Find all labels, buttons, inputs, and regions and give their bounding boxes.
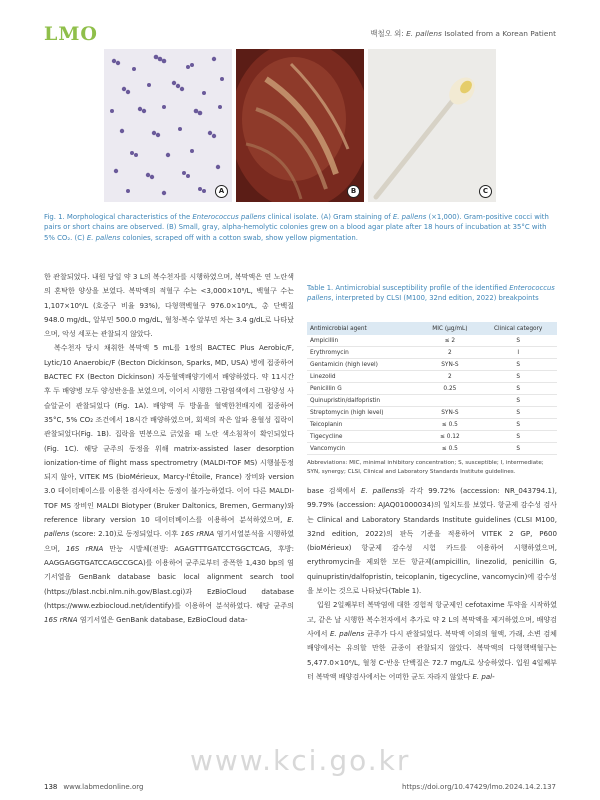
table-cell: Vancomycin xyxy=(307,443,420,455)
column-header: MIC (μg/mL) xyxy=(420,322,479,335)
table-row xyxy=(307,335,557,347)
table-cell: Erythromycin xyxy=(307,347,420,359)
table-cell: Teicoplanin xyxy=(307,419,420,431)
table-cell: S xyxy=(479,335,557,347)
table-cell xyxy=(420,395,479,407)
table-row xyxy=(307,359,557,371)
table-cell: Streptomycin (high level) xyxy=(307,407,420,419)
journal-logo: LMO xyxy=(44,23,98,45)
table-cell: I xyxy=(479,347,557,359)
right-column-text xyxy=(307,484,557,684)
table-row xyxy=(307,383,557,395)
table-row xyxy=(307,407,557,419)
cotton-swab-image xyxy=(368,49,496,202)
paragraph: 한 관찰되었다. 내원 당일 약 3 L의 복수천자를 시행하였으며, 복막액은 연 노란색의 혼탁한 양상을 보였다. 복막액의 적혈구 수는 <3,000×10⁶/L, 백혈구 수는 1,107×10⁶/L (호중구 비율 93%), 다형핵백혈구 976.0×10⁶/L, 총 단백질 948.0 mg/dL, 알부민 500.0 mg/dL, 혈청-복수 알부민 차는 3.4 g/dL로 나타났으며, 악성 세포는 관찰되지 않았다. xyxy=(44,272,294,339)
column-header: Antimicrobial agent xyxy=(307,322,420,335)
table-cell: S xyxy=(479,371,557,383)
panel-label-c: C xyxy=(479,185,492,198)
table-cell: Tigecycline xyxy=(307,431,420,443)
left-column-text xyxy=(44,270,294,627)
table-cell: ≤ 0.5 xyxy=(420,419,479,431)
table-cell: S xyxy=(479,395,557,407)
table-cell: S xyxy=(479,431,557,443)
table-row xyxy=(307,419,557,431)
table-cell: Gentamicin (high level) xyxy=(307,359,420,371)
watermark: www.kci.go.kr xyxy=(190,744,411,777)
journal-site-link[interactable]: www.labmedonline.org xyxy=(63,783,144,791)
paragraph: base 검색에서 E. pallens와 각각 99.72% (accession: NR_043794.1), 99.79% (accession: AJAQ01000034)의 일치도를 보였다. 항균제 감수성 검사는 Clinical and Laboratory Standards Institute guidelines (CLSI M100, 32nd edition, 2022)의 판독 기준을 적용하여 VITEK 2 GP, P600 (bioMérieux) 항균제 감수성 시험 카드를 이용하여 시행하였으며, erythromycin을 제외한 모든 항균제(ampicillin, linezolid, penicillin G, quinupristin/dalfopristin, teicoplanin, tigecycline, vancomycin)에 감수성을 보이는 것으로 나타났다(Table 1). xyxy=(307,486,557,596)
paragraph: 복수천자 당시 채취한 복막액 5 mL를 1쌍의 BACTEC Plus Aerobic/F, Lytic/10 Anaerobic/F (Becton Dickinson, Sparks, MD, USA) 병에 접종하여 BACTEC FX (Becton Dickinson) 자동혈액배양기에서 배양하였다. 약 11시간 후 두 배양병 모두 양성반응을 보였으며, 이어서 시행한 그람염색에서 그람양성 사슬알균이 관찰되었다 (Fig. 1A). 배양액 두 방울을 혈액한천배지에 접종하여 35°C, 5% CO₂ 조건에서 18시간 배양하였으며, 회색의 작은 알파 용혈성 집락이 관찰되었다(Fig. 1B). 집락을 면봉으로 긁었을 때 노란 색소침착이 확인되었다 (Fig. 1C). 해당 균주의 동정을 위해 matrix-assisted laser desorption ionization-time of flight mass spectrometry (MALDI-TOF MS) 시행불동정되지 않아, VITEK MS (bioMérieux, Marcy-l'Étoile, France) 장비와 version 3.0 데이터베이스를 이용한 검사에서는 동정이 불가능하였다. 이어 다른 MALDI-TOF MS 장비인 MALDI Biotyper (Bruker Daltonics, Bremen, Germany)와 reference library version 10 데이터베이스를 이용하여 분석하였으며, E. pallens (score: 2.10)로 동정되었다. 이후 16S rRNA 염기서열분석을 시행하였으며, 16S rRNA 만능 시발체(전방: AGAGTTTGATCCTGGCTCAG, 후방: AAGGAGGTGATCCAGCCGCA)를 이용하여 균주로부터 증폭한 1,430 bp의 염기서열을 GenBank database basic local alignment search tool (https://blast.ncbi.nlm.nih.gov/Blast.cgi)과 EzBioCloud database (https://www.ezbiocloud.net/identify)를 이용하여 분석하였다. 해당 균주의 16S rRNA 염기서열은 GenBank database, EzBioCloud data- xyxy=(44,343,294,625)
figure-caption: Fig. 1. Morphological characteristics of the Enterococcus pallens clinical isolate. (A) Gram staining of E. pallens (×1,000). Gram-positive cocci with pairs or short chains are observed. (B) Small, gray, alpha-hemolytic colonies grew on a blood agar plate after 18 hours of incubation at 35°C with 5% CO₂. (C) E. pallens colonies, scraped off with a cotton swab, show yellow pigmentation. xyxy=(44,213,549,242)
gram-stain-image xyxy=(104,49,232,202)
table-cell: Ampicillin xyxy=(307,335,420,347)
table-cell: S xyxy=(479,443,557,455)
column-header: Clinical category xyxy=(479,322,557,335)
table-cell: ≤ 0.12 xyxy=(420,431,479,443)
table-cell: Quinupristin/dalfopristin xyxy=(307,395,420,407)
table-cell: SYN-S xyxy=(420,359,479,371)
panel-label-a: A xyxy=(215,185,228,198)
paragraph: 입원 2일째부터 복막염에 대한 경험적 항균제인 cefotaxime 투약을 시작하였고, 같은 날 시행한 복수천자에서 추가로 약 2 L의 복막액을 제거하였으며, 배양검사에서 E. pallens 균주가 다시 관찰되었다. 복막액 이외의 혈액, 가래, 소변 검체 배양에서는 유의할 만한 균종이 관찰되지 않았다. 복막액의 다형핵백혈구는 5,477.0×10⁶/L, 혈청 C-반응 단백질은 72.7 mg/L로 상승하였다. 입원 4일째부터 복막액 배양검사에서는 어떠한 균도 자라지 않았다 E. pal- xyxy=(307,600,557,681)
table-cell: 0.25 xyxy=(420,383,479,395)
table-footnote: Abbreviations: MIC, minimal inhibitory concentration; S, susceptible; I, intermediate; SYN, synergy; CLSI, Clinical and Laboratory Standards Institute guidelines. xyxy=(307,460,544,475)
table-cell: SYN-S xyxy=(420,407,479,419)
table-cell: Linezolid xyxy=(307,371,420,383)
table-cell: Penicillin G xyxy=(307,383,420,395)
table-row xyxy=(307,347,557,359)
table-cell: ≤ 2 xyxy=(420,335,479,347)
susceptibility-table xyxy=(307,322,557,455)
table-cell: S xyxy=(479,407,557,419)
table-cell: S xyxy=(479,359,557,371)
table-cell: S xyxy=(479,383,557,395)
figure-1 xyxy=(104,49,496,202)
running-title: 백철오 외: E. pallens Isolated from a Korean Patient xyxy=(370,29,556,38)
table-row xyxy=(307,371,557,383)
page-number: 138 xyxy=(44,783,58,791)
table-cell: ≤ 0.5 xyxy=(420,443,479,455)
table-row xyxy=(307,431,557,443)
blood-agar-image xyxy=(236,49,364,202)
table-cell: S xyxy=(479,419,557,431)
table-caption: Table 1. Antimicrobial susceptibility profile of the identified Enterococcus pallens, interpreted by CLSI (M100, 32nd edition, 2022) breakpoints xyxy=(307,284,555,303)
table-row xyxy=(307,443,557,455)
doi-link[interactable]: https://doi.org/10.47429/lmo.2024.14.2.137 xyxy=(402,783,556,791)
table-cell: 2 xyxy=(420,347,479,359)
footer-left xyxy=(44,783,143,791)
table-header-row xyxy=(307,322,557,335)
panel-label-b: B xyxy=(347,185,360,198)
table-row xyxy=(307,395,557,407)
table-cell: 2 xyxy=(420,371,479,383)
